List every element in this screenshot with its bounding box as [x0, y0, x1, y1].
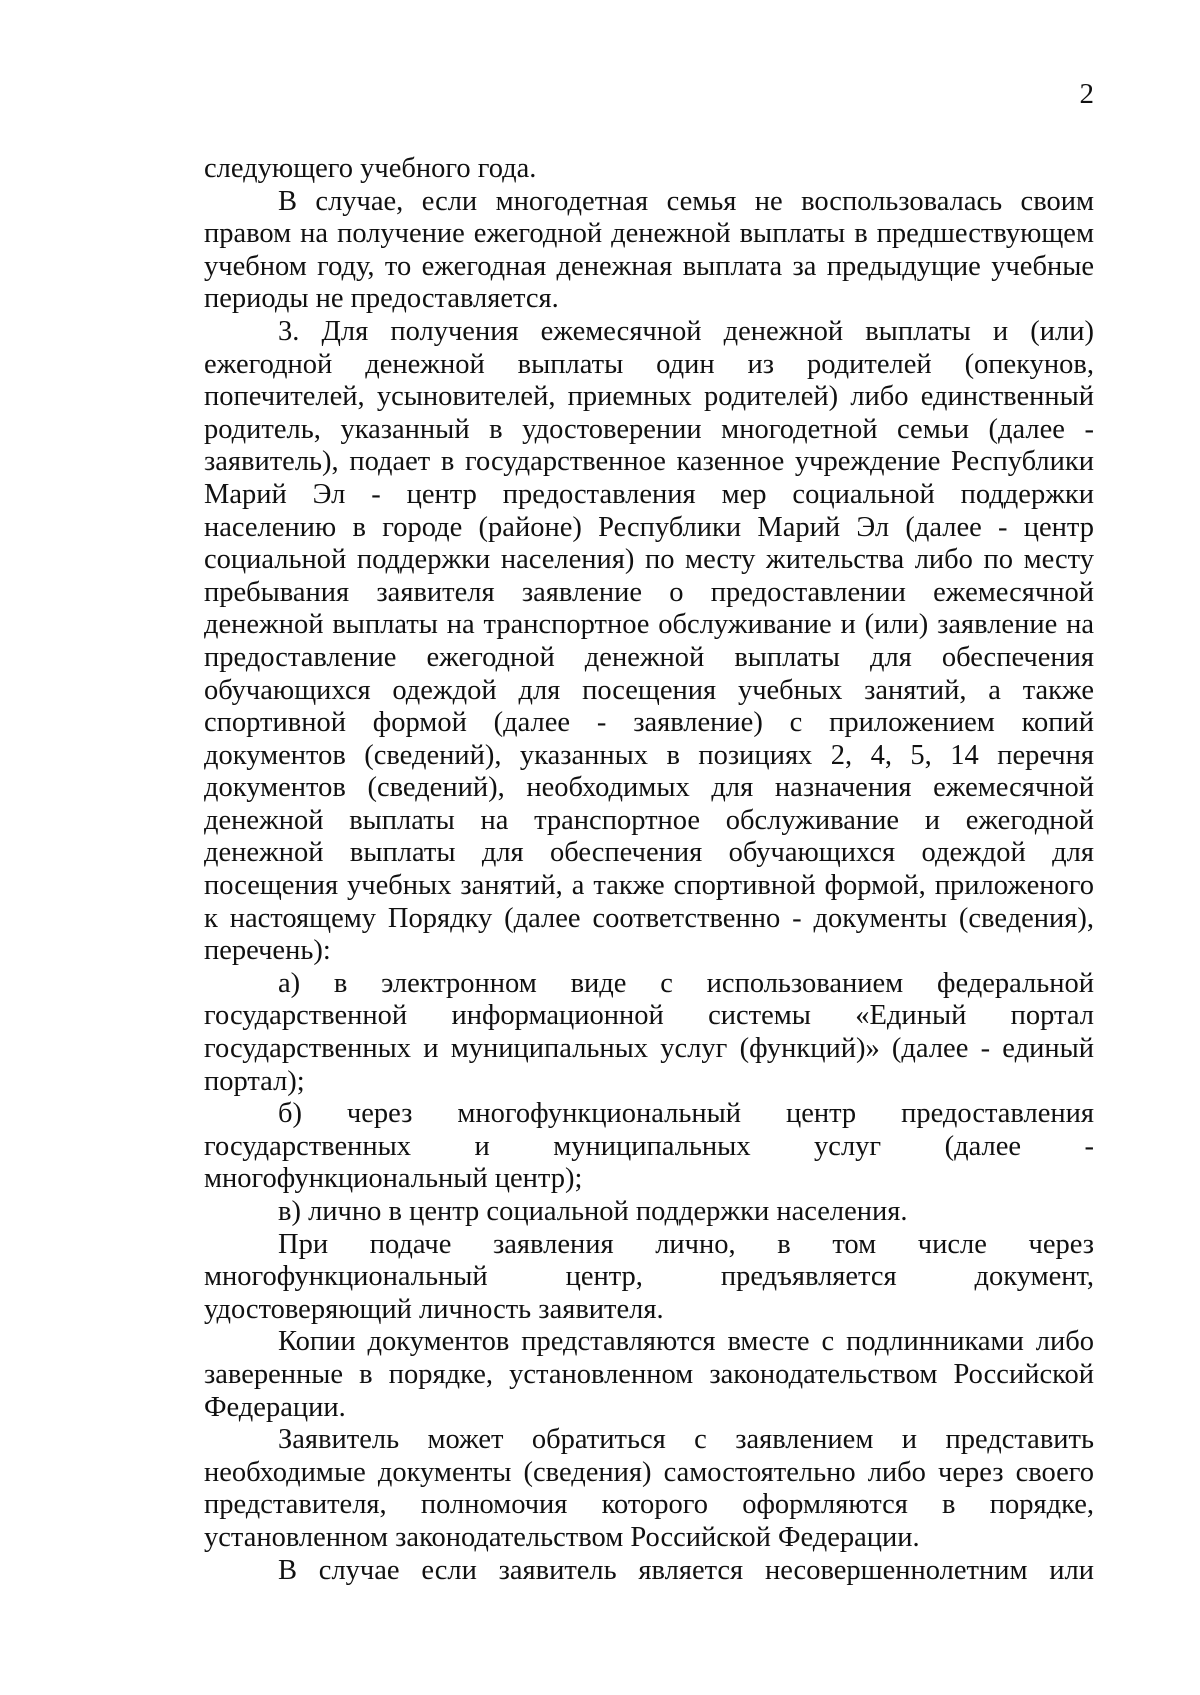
paragraph-representative: Заявитель может обратиться с заявлением и представить необходимые документы (сведения) самостоятельно либо через своего представителя, полномочия которого оформляются в порядке, установленном законодательством Российской Федерации.	[204, 1424, 1094, 1553]
page-number: 2	[1079, 78, 1094, 110]
paragraph-subitem-v: в) лично в центр социальной поддержки населения.	[278, 1196, 908, 1227]
document-body	[204, 153, 1094, 1587]
paragraph-subitem-b: б) через многофункциональный центр предоставления государственных и муниципальных услуг (далее - многофункциональный центр);	[204, 1098, 1094, 1195]
paragraph-in-person-submission: При подаче заявления лично, в том числе через многофункциональный центр, предъявляется документ, удостоверяющий личность заявителя.	[204, 1228, 1094, 1325]
paragraph-unused-payment: В случае, если многодетная семья не воспользовалась своим правом на получение ежегодной денежной выплаты в предшествующем учебном году, то ежегодная денежная выплата за предыдущие учебные периоды не предоставляется.	[204, 185, 1094, 315]
paragraph-minor-applicant: В случае если заявитель является несовершеннолетним или	[278, 1554, 1094, 1586]
paragraph-document-copies: Копии документов представляются вместе с подлинниками либо заверенные в порядке, установленном законодательством Российской Федерации.	[204, 1326, 1094, 1423]
paragraph-continuation: следующего учебного года.	[204, 153, 537, 184]
paragraph-item-3: 3. Для получения ежемесячной денежной выплаты и (или) ежегодной денежной выплаты один из родителей (опекунов, попечителей, усыновителей, приемных родителей) либо единственный родитель, указанный в удостоверении многодетной семьи (далее - заявитель), подает в государственное казенное учреждение Республики Марий Эл - центр предоставления мер социальной поддержки населению в городе (районе) Республики Марий Эл (далее - центр социальной поддержки населения) по месту жительства либо по месту пребывания заявителя заявление о предоставлении ежемесячной денежной выплаты на транспортное обслуживание и (или) заявление на предоставление ежегодной денежной выплаты для обеспечения обучающихся одеждой для посещения учебных занятий, а также спортивной формой (далее - заявление) с приложением копий документов (сведений), указанных в позициях 2, 4, 5, 14 перечня документов (сведений), необходимых для назначения ежемесячной денежной выплаты на транспортное обслуживание и ежегодной денежной выплаты для обеспечения обучающихся одеждой для посещения учебных занятий, а также спортивной формой, приложеного к настоящему Порядку (далее соответственно - документы (сведения), перечень):	[204, 315, 1094, 967]
paragraph-subitem-a: а) в электронном виде с использованием федеральной государственной информационной системы «Единый портал государственных и муниципальных услуг (функций)» (далее - единый портал);	[204, 967, 1094, 1097]
